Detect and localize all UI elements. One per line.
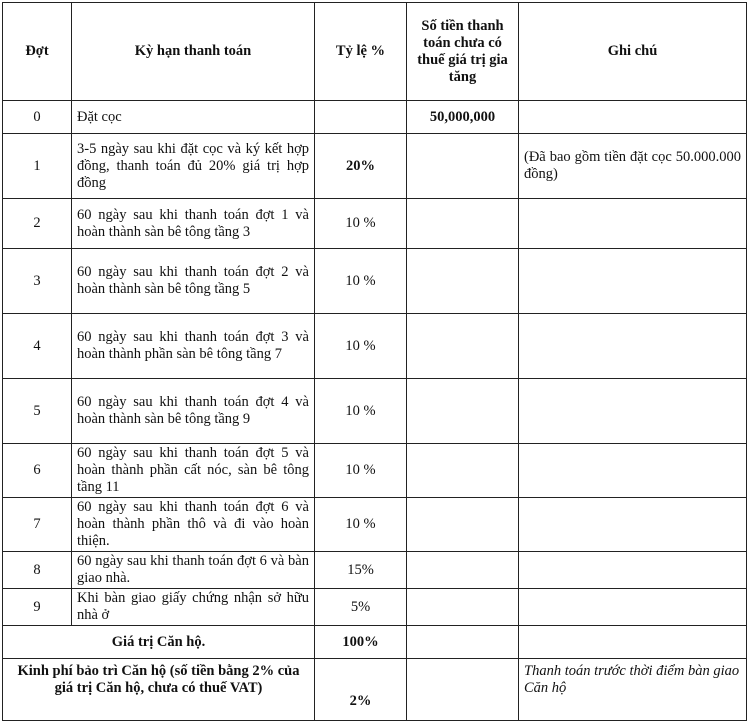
maintenance-note: Thanh toán trước thời điểm bàn giao Căn hộ [519, 659, 747, 721]
header-amount: Số tiền thanh toán chưa có thuế giá trị gia tăng [407, 3, 519, 101]
row-dot: 2 [3, 199, 72, 249]
row-term: 60 ngày sau khi thanh toán đợt 2 và hoàn thành sàn bê tông tầng 5 [72, 249, 315, 314]
total-amount [407, 626, 519, 659]
row-note [519, 379, 747, 444]
row-dot: 7 [3, 498, 72, 552]
maintenance-ratio: 2% [315, 659, 407, 721]
row-ratio: 20% [315, 134, 407, 199]
row-note [519, 589, 747, 626]
row-amount [407, 379, 519, 444]
row-ratio: 10 % [315, 314, 407, 379]
row-term: 60 ngày sau khi thanh toán đợt 6 và hoàn thành phần thô và đi vào hoàn thiện. [72, 498, 315, 552]
row-ratio: 15% [315, 552, 407, 589]
row-dot: 1 [3, 134, 72, 199]
table-row [3, 552, 747, 589]
row-ratio [315, 101, 407, 134]
row-term: 60 ngày sau khi thanh toán đợt 6 và bàn giao nhà. [72, 552, 315, 589]
row-ratio: 10 % [315, 379, 407, 444]
row-amount [407, 589, 519, 626]
row-dot: 8 [3, 552, 72, 589]
row-amount [407, 444, 519, 498]
row-ratio: 10 % [315, 498, 407, 552]
row-amount: 50,000,000 [407, 101, 519, 134]
table-row [3, 134, 747, 199]
row-amount [407, 552, 519, 589]
total-ratio: 100% [315, 626, 407, 659]
row-term: Khi bàn giao giấy chứng nhận sở hữu nhà ở [72, 589, 315, 626]
table-row [3, 249, 747, 314]
header-ratio: Tỷ lệ % [315, 3, 407, 101]
row-ratio: 10 % [315, 199, 407, 249]
row-term: 60 ngày sau khi thanh toán đợt 4 và hoàn thành sàn bê tông tầng 9 [72, 379, 315, 444]
row-dot: 4 [3, 314, 72, 379]
row-term: 60 ngày sau khi thanh toán đợt 5 và hoàn thành phần cất nóc, sàn bê tông tầng 11 [72, 444, 315, 498]
row-term: 60 ngày sau khi thanh toán đợt 1 và hoàn thành sàn bê tông tầng 3 [72, 199, 315, 249]
row-note [519, 199, 747, 249]
row-dot: 9 [3, 589, 72, 626]
row-ratio: 10 % [315, 444, 407, 498]
header-term: Kỳ hạn thanh toán [72, 3, 315, 101]
row-amount [407, 199, 519, 249]
row-ratio: 5% [315, 589, 407, 626]
row-amount [407, 249, 519, 314]
row-note [519, 498, 747, 552]
header-note: Ghi chú [519, 3, 747, 101]
row-term: 3-5 ngày sau khi đặt cọc và ký kết hợp đồng, thanh toán đủ 20% giá trị hợp đồng [72, 134, 315, 199]
maintenance-label: Kinh phí bảo trì Căn hộ (số tiền bằng 2% của giá trị Căn hộ, chưa có thuế VAT) [3, 659, 315, 721]
row-note [519, 444, 747, 498]
row-note [519, 249, 747, 314]
table-row [3, 199, 747, 249]
row-amount [407, 498, 519, 552]
maintenance-row [3, 659, 747, 721]
maintenance-amount [407, 659, 519, 721]
row-ratio: 10 % [315, 249, 407, 314]
total-note [519, 626, 747, 659]
row-note [519, 101, 747, 134]
table-row [3, 589, 747, 626]
row-dot: 6 [3, 444, 72, 498]
total-row [3, 626, 747, 659]
row-amount [407, 134, 519, 199]
table-row [3, 101, 747, 134]
row-note [519, 552, 747, 589]
row-term: 60 ngày sau khi thanh toán đợt 3 và hoàn thành phần sàn bê tông tầng 7 [72, 314, 315, 379]
table-row [3, 498, 747, 552]
row-note [519, 314, 747, 379]
header-dot: Đợt [3, 3, 72, 101]
payment-schedule-table [2, 2, 747, 721]
row-dot: 5 [3, 379, 72, 444]
table-row [3, 444, 747, 498]
row-dot: 0 [3, 101, 72, 134]
header-row [3, 3, 747, 101]
table-row [3, 379, 747, 444]
row-term: Đặt cọc [72, 101, 315, 134]
table-row [3, 314, 747, 379]
row-note: (Đã bao gồm tiền đặt cọc 50.000.000 đồng) [519, 134, 747, 199]
total-label: Giá trị Căn hộ. [3, 626, 315, 659]
row-amount [407, 314, 519, 379]
row-dot: 3 [3, 249, 72, 314]
